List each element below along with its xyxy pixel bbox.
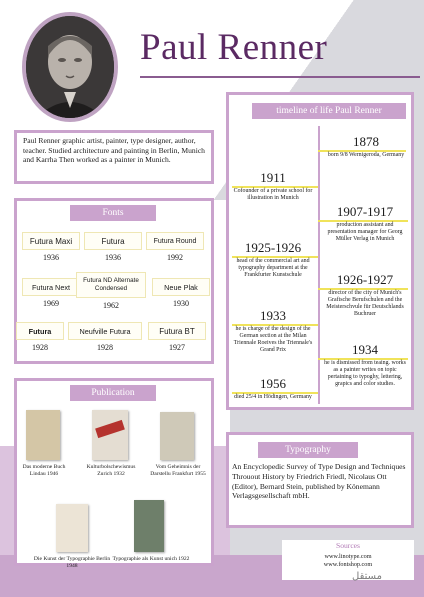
font-name: Futura Next	[22, 278, 80, 296]
bio-text: Paul Renner graphic artist, painter, type designer, author, teacher. Studied architecture and painting in Berlin, Munich and Karrha Then worked as a painter in Munich.	[23, 136, 205, 165]
timeline-text: he is dismissed from teaing. works as a painter writes on topic pertaining to typoghy, lettering, grapics and color studies.	[324, 360, 406, 387]
book-cover-image	[56, 504, 88, 552]
timeline-text: he is charge of the design of the German section at the Milan Triennale Roeives the Triennale's Grand Prix	[233, 326, 313, 353]
timeline-text: died 25/4 in Hödingen, Germany	[234, 394, 312, 400]
source-link[interactable]: www.fontshop.com	[323, 561, 373, 568]
title-underline	[140, 76, 420, 78]
timeline-text: production assistant and presentation manager for Georg Müller Verlag in Munich	[327, 222, 403, 242]
source-link[interactable]: www.linotype.com	[324, 553, 372, 560]
timeline-year: 1878	[353, 134, 379, 149]
book-caption: Typographie als Kunst unich 1922	[112, 556, 190, 562]
font-name: Futura	[84, 232, 142, 250]
publication-heading: Publication	[70, 385, 156, 401]
font-year: 1962	[103, 301, 119, 310]
font-item	[22, 278, 80, 308]
timeline-year: 1956	[260, 376, 286, 391]
fonts-heading: Fonts	[70, 205, 156, 221]
font-item	[148, 322, 206, 352]
sources-heading: Sources	[335, 541, 361, 550]
font-year: 1927	[169, 343, 185, 352]
timeline-year: 1911	[260, 170, 286, 185]
typography-heading: Typography	[258, 442, 358, 458]
timeline-text: born 9/8 Wernigeroda, Germany	[327, 152, 405, 158]
font-year: 1936	[43, 253, 59, 262]
timeline-text: director of the city of Munich's Grafische Berufschulen and the Meisterschvule für Deutschlands Buchruer	[326, 290, 404, 317]
font-item	[68, 322, 142, 352]
timeline-event	[326, 134, 406, 159]
font-year: 1930	[173, 299, 189, 308]
watermark-logo: مستقل	[352, 571, 382, 582]
font-name: Futura ND Alternate Condensed	[76, 272, 146, 298]
typography-text: An Encyclopedic Survey of Type Design and Techniques Throuout History by Friedrich Friedl, Nicolaus Ott (Editor), Bernard Stein, published by Könemann Verlagsgesellschaft mbH.	[232, 462, 406, 501]
page-title: Paul Renner	[140, 27, 328, 68]
timeline-event	[232, 240, 314, 279]
font-year: 1936	[105, 253, 121, 262]
font-name: Futura Maxi	[22, 232, 80, 250]
font-name: Neue Plak	[152, 278, 210, 296]
book-cover-image	[160, 412, 194, 460]
book-cover-image	[134, 500, 164, 552]
timeline-year: 1934	[352, 342, 378, 357]
book-cover-image	[92, 410, 128, 460]
timeline-event	[322, 272, 408, 318]
sources-links	[282, 553, 414, 569]
timeline-event	[322, 342, 408, 388]
timeline-text: head of the commercial art and typography department at the Frankfurter Kunstschule	[236, 258, 310, 278]
timeline-year: 1925-1926	[244, 240, 302, 255]
book-caption: Das moderne Buch Lindau 1946	[22, 464, 66, 477]
timeline-year: 1926-1927	[336, 272, 394, 287]
timeline-text: Cofounder of a private school for illustration in Munich	[233, 188, 313, 201]
font-item	[84, 232, 142, 262]
font-year: 1928	[32, 343, 48, 352]
timeline-axis	[318, 126, 320, 404]
font-item	[16, 322, 64, 352]
timeline-year: 1907-1917	[336, 204, 394, 219]
book-caption: Kulturbolschewismus Zurich 1932	[86, 464, 136, 477]
timeline-event	[232, 308, 314, 354]
font-year: 1928	[97, 343, 113, 352]
timeline-heading: timeline of life Paul Renner	[252, 103, 406, 119]
book-cover-image	[26, 410, 60, 460]
font-item	[22, 232, 80, 262]
font-name: Neufville Futura	[68, 322, 142, 340]
font-year: 1969	[43, 299, 59, 308]
bio-panel	[14, 130, 214, 184]
font-item	[146, 232, 204, 262]
timeline-year: 1933	[260, 308, 286, 323]
font-item	[152, 278, 210, 308]
font-year: 1992	[167, 253, 183, 262]
font-name: Futura Round	[146, 232, 204, 250]
book-caption: Die Kunst der Typographie Berlin 1948	[33, 556, 111, 569]
timeline-event	[232, 376, 314, 401]
font-name: Futura BT	[148, 322, 206, 340]
portrait-photo	[22, 12, 118, 122]
timeline-event	[322, 204, 408, 243]
book-caption: Vom Geheimnis der Darstellu Frankfurt 1955	[150, 464, 206, 477]
timeline-event	[232, 170, 314, 202]
font-name: Futura	[16, 322, 64, 340]
font-item	[76, 272, 146, 310]
